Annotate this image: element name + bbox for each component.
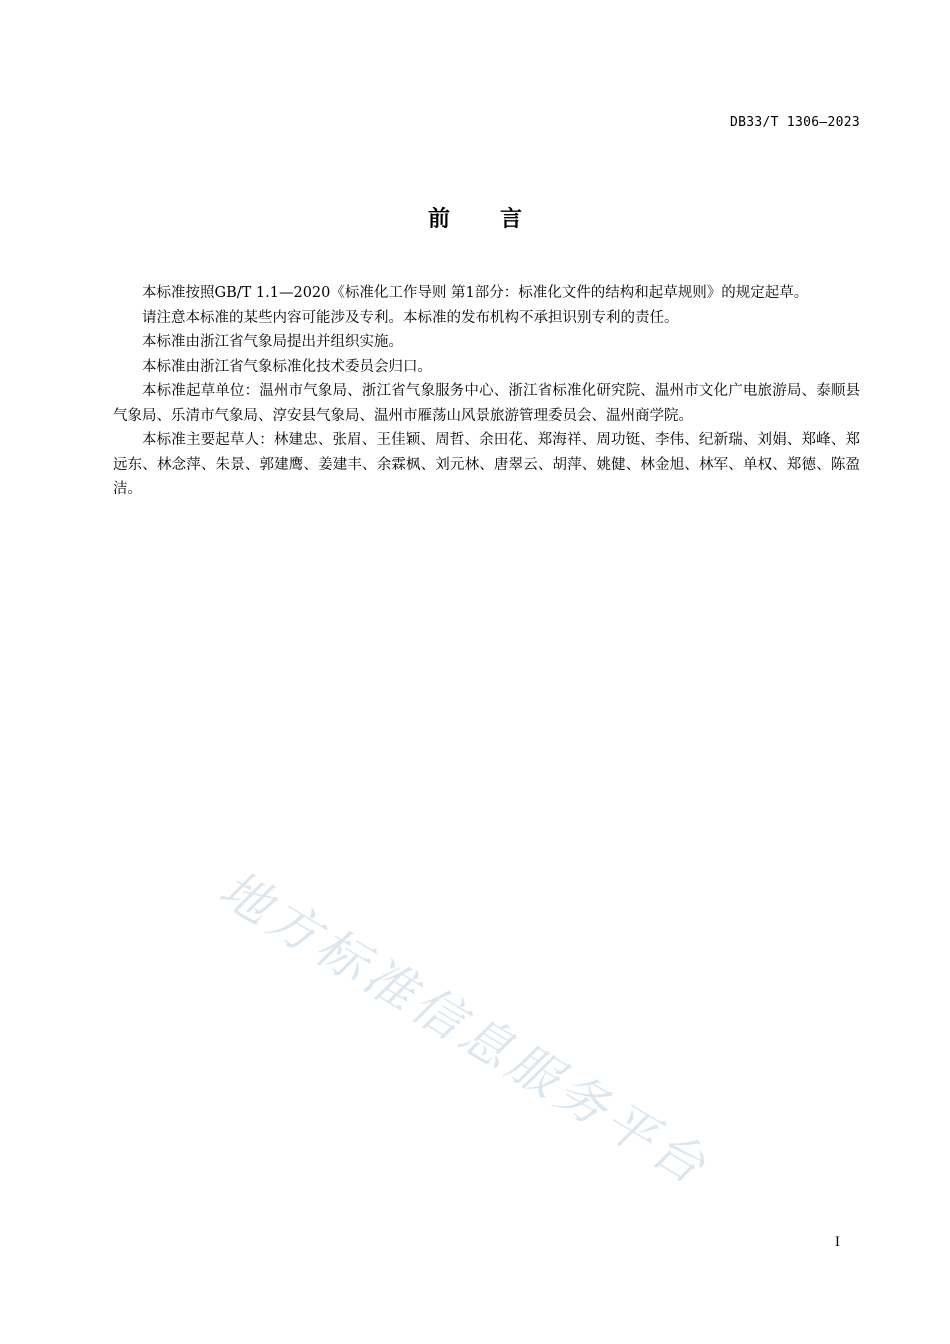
page-title: 前言 — [427, 207, 572, 232]
page-number: I — [834, 1235, 840, 1250]
paragraph-centralized-unit: 本标准由浙江省气象标准化技术委员会归口。 — [142, 358, 432, 375]
paragraph-patent-notice: 请注意本标准的某些内容可能涉及专利。本标准的发布机构不承担识别专利的责任。 — [142, 309, 679, 326]
paragraph-drafting-rules: 本标准按照GB/T 1.1—2020《标准化工作导则 第1部分：标准化文件的结构和起草规则》的规定起草。 — [142, 285, 809, 301]
paragraph-proposer: 本标准由浙江省气象局提出并组织实施。 — [142, 334, 403, 350]
paragraph-drafters: 本标准主要起草人：林建忠、张眉、王佳颖、周哲、余田花、郑海祥、周功铤、李伟、纪新瑞、刘娟、郑峰、郑远东、林念萍、朱景、郭建鹰、姜建丰、余霖枫、刘元林、唐翠云、胡萍、姚健、林金旭、林军、单权、郑德、陈盈洁。 — [113, 432, 860, 497]
paragraph-drafting-units: 本标准起草单位：温州市气象局、浙江省气象服务中心、浙江省标准化研究院、温州市文化广电旅游局、泰顺县气象局、乐清市气象局、淳安县气象局、温州市雁荡山风景旅游管理委员会、温州商学院。 — [113, 383, 860, 424]
foreword-body — [113, 281, 860, 502]
document-code: DB33/T 1306—2023 — [729, 115, 860, 130]
watermark: 地方标准信息服务平台 — [209, 859, 720, 1198]
